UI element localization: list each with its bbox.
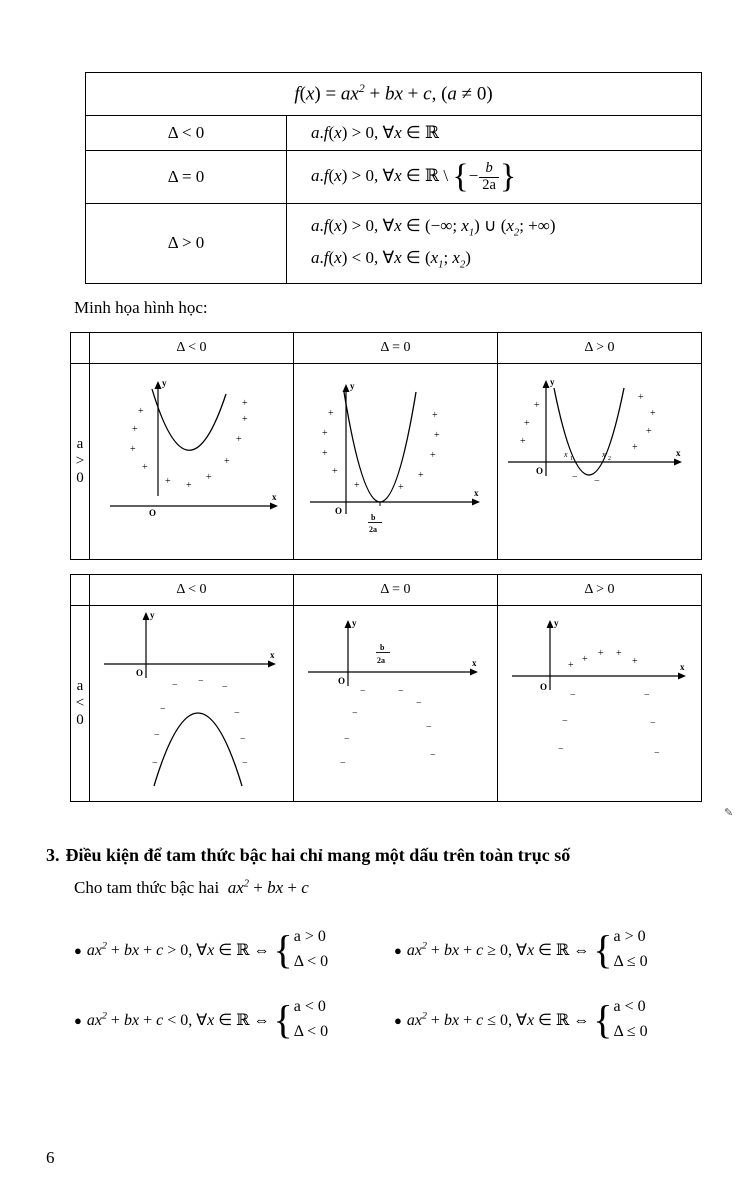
parabola-svg	[294, 364, 497, 559]
bullet-icon: ●	[74, 1012, 82, 1028]
section-3-intro: Cho tam thức bậc hai $ax^2$ + bx + c	[74, 878, 309, 897]
svg-text:+: +	[398, 482, 404, 493]
condition-3-sys-line-1: a < 0	[293, 998, 326, 1016]
graph-table-a-negative	[70, 574, 702, 802]
svg-text:−: −	[426, 722, 432, 733]
svg-text:−: −	[654, 748, 660, 759]
condition-2	[394, 915, 714, 985]
table-row	[71, 606, 702, 802]
svg-text:+: +	[632, 656, 638, 667]
graph-a-positive-delta-positive	[498, 364, 702, 560]
svg-text:+: +	[132, 424, 138, 435]
graph-a-negative-delta-zero	[294, 606, 498, 802]
svg-text:+: +	[616, 648, 622, 659]
svg-text:−: −	[344, 734, 350, 745]
svg-text:x: x	[564, 450, 568, 459]
svg-text:−: −	[644, 690, 650, 701]
svg-text:y: y	[554, 618, 559, 628]
svg-text:−: −	[430, 750, 436, 761]
row-label-a-positive: a > 0	[71, 364, 90, 560]
condition-1-sys-line-2: Δ < 0	[293, 953, 329, 970]
svg-text:O: O	[338, 676, 346, 686]
svg-text:−: −	[242, 758, 248, 769]
svg-text:−: −	[222, 682, 228, 693]
svg-text:+: +	[568, 660, 574, 671]
conditions-list	[74, 915, 714, 1055]
svg-text:+: +	[646, 426, 652, 437]
table-row	[86, 151, 702, 204]
condition-1-system: { a > 0 Δ < 0	[274, 925, 329, 975]
svg-text:+: +	[328, 408, 334, 419]
row-label-a-negative: a < 0	[71, 606, 90, 802]
svg-text:−: −	[160, 704, 166, 715]
condition-2-expr: $ax^2$ + bx + c ≥ 0, ∀x ∈ ℝ ⇔	[406, 940, 590, 959]
svg-text:+: +	[354, 480, 360, 491]
sign-table-header: $f(x) = ax^2$ + bx + c, (a ≠ 0)	[86, 73, 702, 116]
svg-text:−: −	[172, 680, 178, 691]
section-3-heading	[46, 845, 706, 866]
svg-text:−: −	[650, 718, 656, 729]
condition-4-system: { a < 0 Δ ≤ 0	[593, 995, 647, 1045]
svg-text:+: +	[332, 466, 338, 477]
svg-text:+: +	[322, 428, 328, 439]
svg-text:y: y	[352, 618, 357, 628]
svg-text:−: −	[360, 686, 366, 697]
svg-text:+: +	[534, 400, 540, 411]
graph-a-positive-delta-zero	[294, 364, 498, 560]
bullet-icon: ●	[74, 942, 82, 958]
svg-text:−: −	[234, 708, 240, 719]
condition-4-expr: $ax^2$ + bx + c ≤ 0, ∀x ∈ ℝ ⇔	[406, 1010, 590, 1029]
section-3-title: Điều kiện để tam thức bậc hai chỉ mang một dấu trên toàn trục số	[65, 845, 571, 865]
table-row	[71, 575, 702, 606]
svg-text:+: +	[142, 462, 148, 473]
svg-text:−: −	[572, 472, 578, 483]
delta-negative-result: a.f(x) > 0, ∀x ∈ ℝ	[287, 116, 702, 151]
svg-text:2: 2	[608, 456, 611, 462]
svg-text:x: x	[474, 488, 479, 498]
section-3-intro-prefix: Cho tam thức bậc hai	[74, 878, 220, 897]
svg-text:b: b	[380, 643, 385, 652]
empty-corner-cell	[71, 333, 90, 364]
svg-text:y: y	[550, 377, 555, 387]
svg-text:x: x	[676, 448, 681, 458]
svg-text:−: −	[594, 476, 600, 487]
parabola-svg	[498, 606, 701, 801]
column-header-delta-zero: Δ = 0	[294, 333, 498, 364]
condition-2-sys-line-1: a > 0	[613, 928, 646, 946]
svg-text:O: O	[136, 668, 144, 678]
section-3-number: 3.	[46, 845, 60, 865]
svg-text:+: +	[598, 648, 604, 659]
graph-a-positive-delta-negative	[90, 364, 294, 560]
condition-3-system: { a < 0 Δ < 0	[274, 995, 329, 1045]
svg-text:x: x	[272, 492, 277, 502]
svg-text:+: +	[520, 436, 526, 447]
svg-text:+: +	[434, 430, 440, 441]
parabola-svg	[294, 606, 497, 801]
section-3	[46, 845, 706, 898]
svg-text:2a: 2a	[377, 656, 385, 665]
conditions-row-1	[74, 915, 714, 985]
table-row	[86, 204, 702, 284]
svg-text:O: O	[335, 506, 343, 516]
svg-text:+: +	[430, 450, 436, 461]
svg-text:+: +	[632, 442, 638, 453]
svg-text:+: +	[582, 654, 588, 665]
column-header-delta-zero: Δ = 0	[294, 575, 498, 606]
svg-text:O: O	[540, 682, 548, 692]
conditions-row-2	[74, 985, 714, 1055]
svg-text:+: +	[322, 448, 328, 459]
graph-a-negative-delta-positive	[498, 606, 702, 802]
condition-4	[394, 985, 714, 1055]
bullet-icon: ●	[394, 1012, 402, 1028]
table-row	[71, 364, 702, 560]
svg-text:+: +	[236, 434, 242, 445]
svg-text:+: +	[206, 472, 212, 483]
svg-text:+: +	[165, 476, 171, 487]
parabola-svg	[90, 606, 293, 801]
column-header-delta-negative: Δ < 0	[90, 575, 294, 606]
bullet-icon: ●	[394, 942, 402, 958]
svg-text:x: x	[602, 450, 606, 459]
delta-positive-result-line-1: a.f(x) > 0, ∀x ∈ (−∞; $x_1$) ∪ ($x_2$; +∞)	[311, 216, 556, 239]
svg-text:x: x	[680, 662, 685, 672]
condition-1-sys-line-1: a > 0	[293, 928, 326, 946]
sign-table	[85, 72, 702, 284]
svg-text:+: +	[138, 406, 144, 417]
table-row	[86, 116, 702, 151]
svg-text:−: −	[570, 690, 576, 701]
graph-a-negative-delta-negative	[90, 606, 294, 802]
table-row	[71, 333, 702, 364]
empty-corner-cell	[71, 575, 90, 606]
svg-text:+: +	[242, 398, 248, 409]
svg-text:b: b	[371, 513, 376, 522]
delta-positive-result	[287, 204, 702, 284]
svg-text:−: −	[198, 676, 204, 687]
svg-text:+: +	[432, 410, 438, 421]
svg-text:−: −	[152, 758, 158, 769]
svg-text:O: O	[536, 466, 544, 476]
delta-zero-result: a.f(x) > 0, ∀x ∈ ℝ \ {− $\frac{b}{2a}$ }	[287, 151, 702, 204]
column-header-delta-positive: Δ > 0	[498, 575, 702, 606]
svg-text:1: 1	[570, 456, 573, 462]
svg-text:+: +	[418, 470, 424, 481]
condition-2-system: { a > 0 Δ ≤ 0	[593, 925, 647, 975]
svg-text:−: −	[352, 708, 358, 719]
svg-text:+: +	[650, 408, 656, 419]
table-row	[86, 73, 702, 116]
condition-3-sys-line-2: Δ < 0	[293, 1023, 329, 1040]
svg-text:+: +	[242, 414, 248, 425]
svg-text:−: −	[562, 716, 568, 727]
condition-4-sys-line-1: a < 0	[613, 998, 646, 1016]
svg-text:−: −	[340, 758, 346, 769]
svg-text:y: y	[350, 381, 355, 391]
condition-3	[74, 985, 394, 1055]
condition-1	[74, 915, 394, 985]
condition-1-expr: $ax^2$ + bx + c > 0, ∀x ∈ ℝ ⇔	[86, 940, 270, 959]
geometric-illustration-caption: Minh họa hình học:	[74, 298, 208, 317]
svg-text:y: y	[150, 610, 155, 620]
parabola-svg	[90, 364, 293, 559]
svg-text:O: O	[149, 508, 157, 518]
delta-positive-condition: Δ > 0	[86, 204, 287, 284]
svg-text:−: −	[558, 744, 564, 755]
delta-positive-result-line-2: a.f(x) < 0, ∀x ∈ ($x_1$; $x_2$)	[311, 248, 471, 271]
svg-text:2a: 2a	[369, 525, 377, 534]
condition-3-expr: $ax^2$ + bx + c < 0, ∀x ∈ ℝ ⇔	[86, 1010, 270, 1029]
condition-4-sys-line-2: Δ ≤ 0	[613, 1023, 648, 1040]
svg-text:x: x	[270, 650, 275, 660]
svg-text:−: −	[240, 734, 246, 745]
graph-table-a-positive	[70, 332, 702, 560]
page-number: 6	[46, 1148, 55, 1167]
svg-text:+: +	[224, 456, 230, 467]
svg-text:−: −	[398, 686, 404, 697]
svg-text:−: −	[154, 730, 160, 741]
delta-negative-condition: Δ < 0	[86, 116, 287, 151]
parabola-svg	[498, 364, 701, 559]
svg-text:+: +	[186, 480, 192, 491]
svg-text:y: y	[162, 378, 167, 388]
svg-text:x: x	[472, 658, 477, 668]
condition-2-sys-line-2: Δ ≤ 0	[613, 953, 648, 970]
svg-text:+: +	[130, 444, 136, 455]
svg-text:+: +	[524, 418, 530, 429]
column-header-delta-positive: Δ > 0	[498, 333, 702, 364]
svg-text:+: +	[638, 392, 644, 403]
column-header-delta-negative: Δ < 0	[90, 333, 294, 364]
svg-text:−: −	[416, 698, 422, 709]
delta-zero-condition: Δ = 0	[86, 151, 287, 204]
page-mark: ✎	[724, 807, 734, 819]
